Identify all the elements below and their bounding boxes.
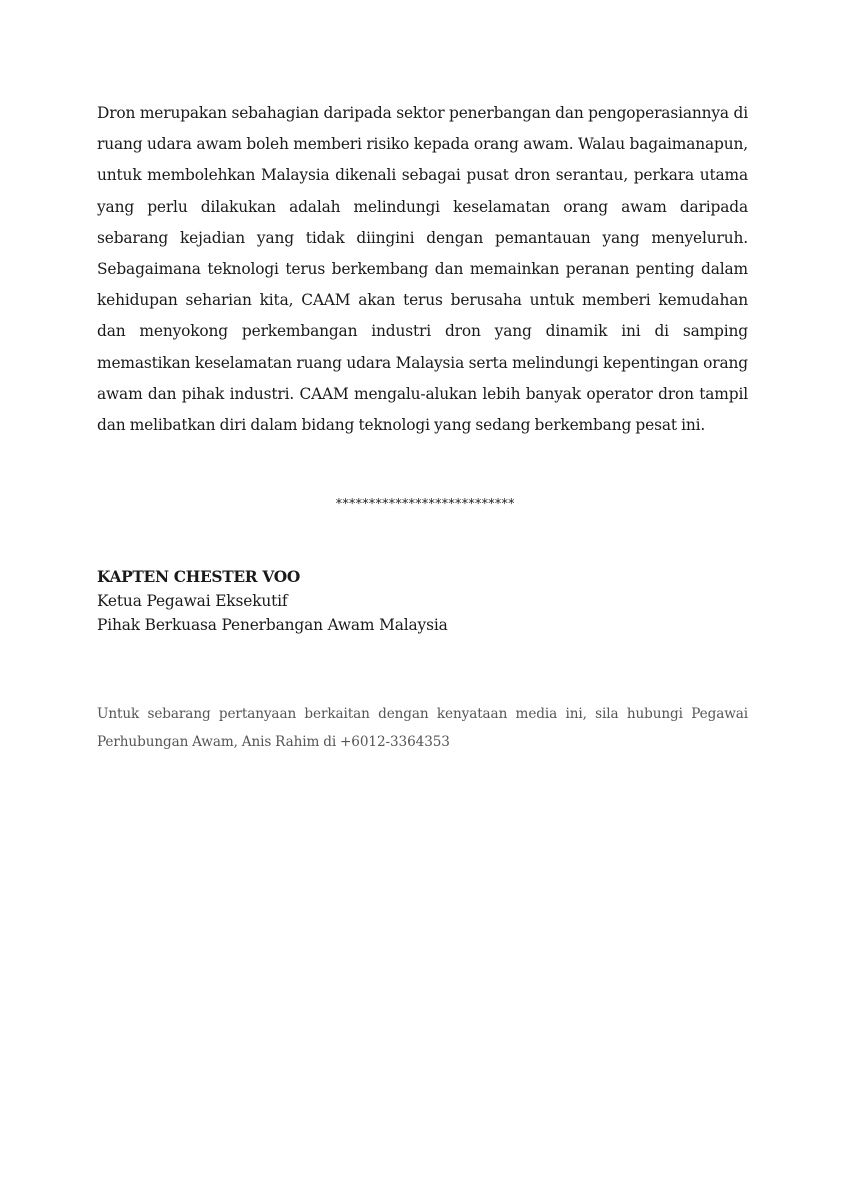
signatory-organization: Pihak Berkuasa Penerbangan Awam Malaysia xyxy=(97,616,448,634)
signatory-title: Ketua Pegawai Eksekutif xyxy=(97,592,288,610)
body-paragraph: Dron merupakan sebahagian daripada sektor penerbangan dan pengoperasiannya di ruang udara awam boleh memberi risiko kepada orang awam. Walau bagaimanapun, untuk membolehkan Malaysia dikenali sebagai pusat dron serantau, perkara utama yang perlu dilakukan adalah melindungi keselamatan orang awam daripada sebarang kejadian yang tidak diingini dengan pemantauan yang menyeluruh. Sebagaimana teknologi terus berkembang dan memainkan peranan penting dalam kehidupan seharian kita, CAAM akan terus berusaha untuk memberi kemudahan dan menyokong perkembangan industri dron yang dinamik ini di samping memastikan keselamatan ruang udara Malaysia serta melindungi kepentingan orang awam dan pihak industri. CAAM mengalu-alukan lebih banyak operator dron tampil dan melibatkan diri dalam bidang teknologi yang sedang berkembang pesat ini. xyxy=(97,104,748,435)
contact-note: Untuk sebarang pertanyaan berkaitan dengan kenyataan media ini, sila hubungi Pegawai Perhubungan Awam, Anis Rahim di +6012-3364353 xyxy=(97,706,748,750)
signature-block xyxy=(97,565,448,637)
section-separator: *************************** xyxy=(335,497,514,512)
signatory-name: KAPTEN CHESTER VOO xyxy=(97,568,300,586)
